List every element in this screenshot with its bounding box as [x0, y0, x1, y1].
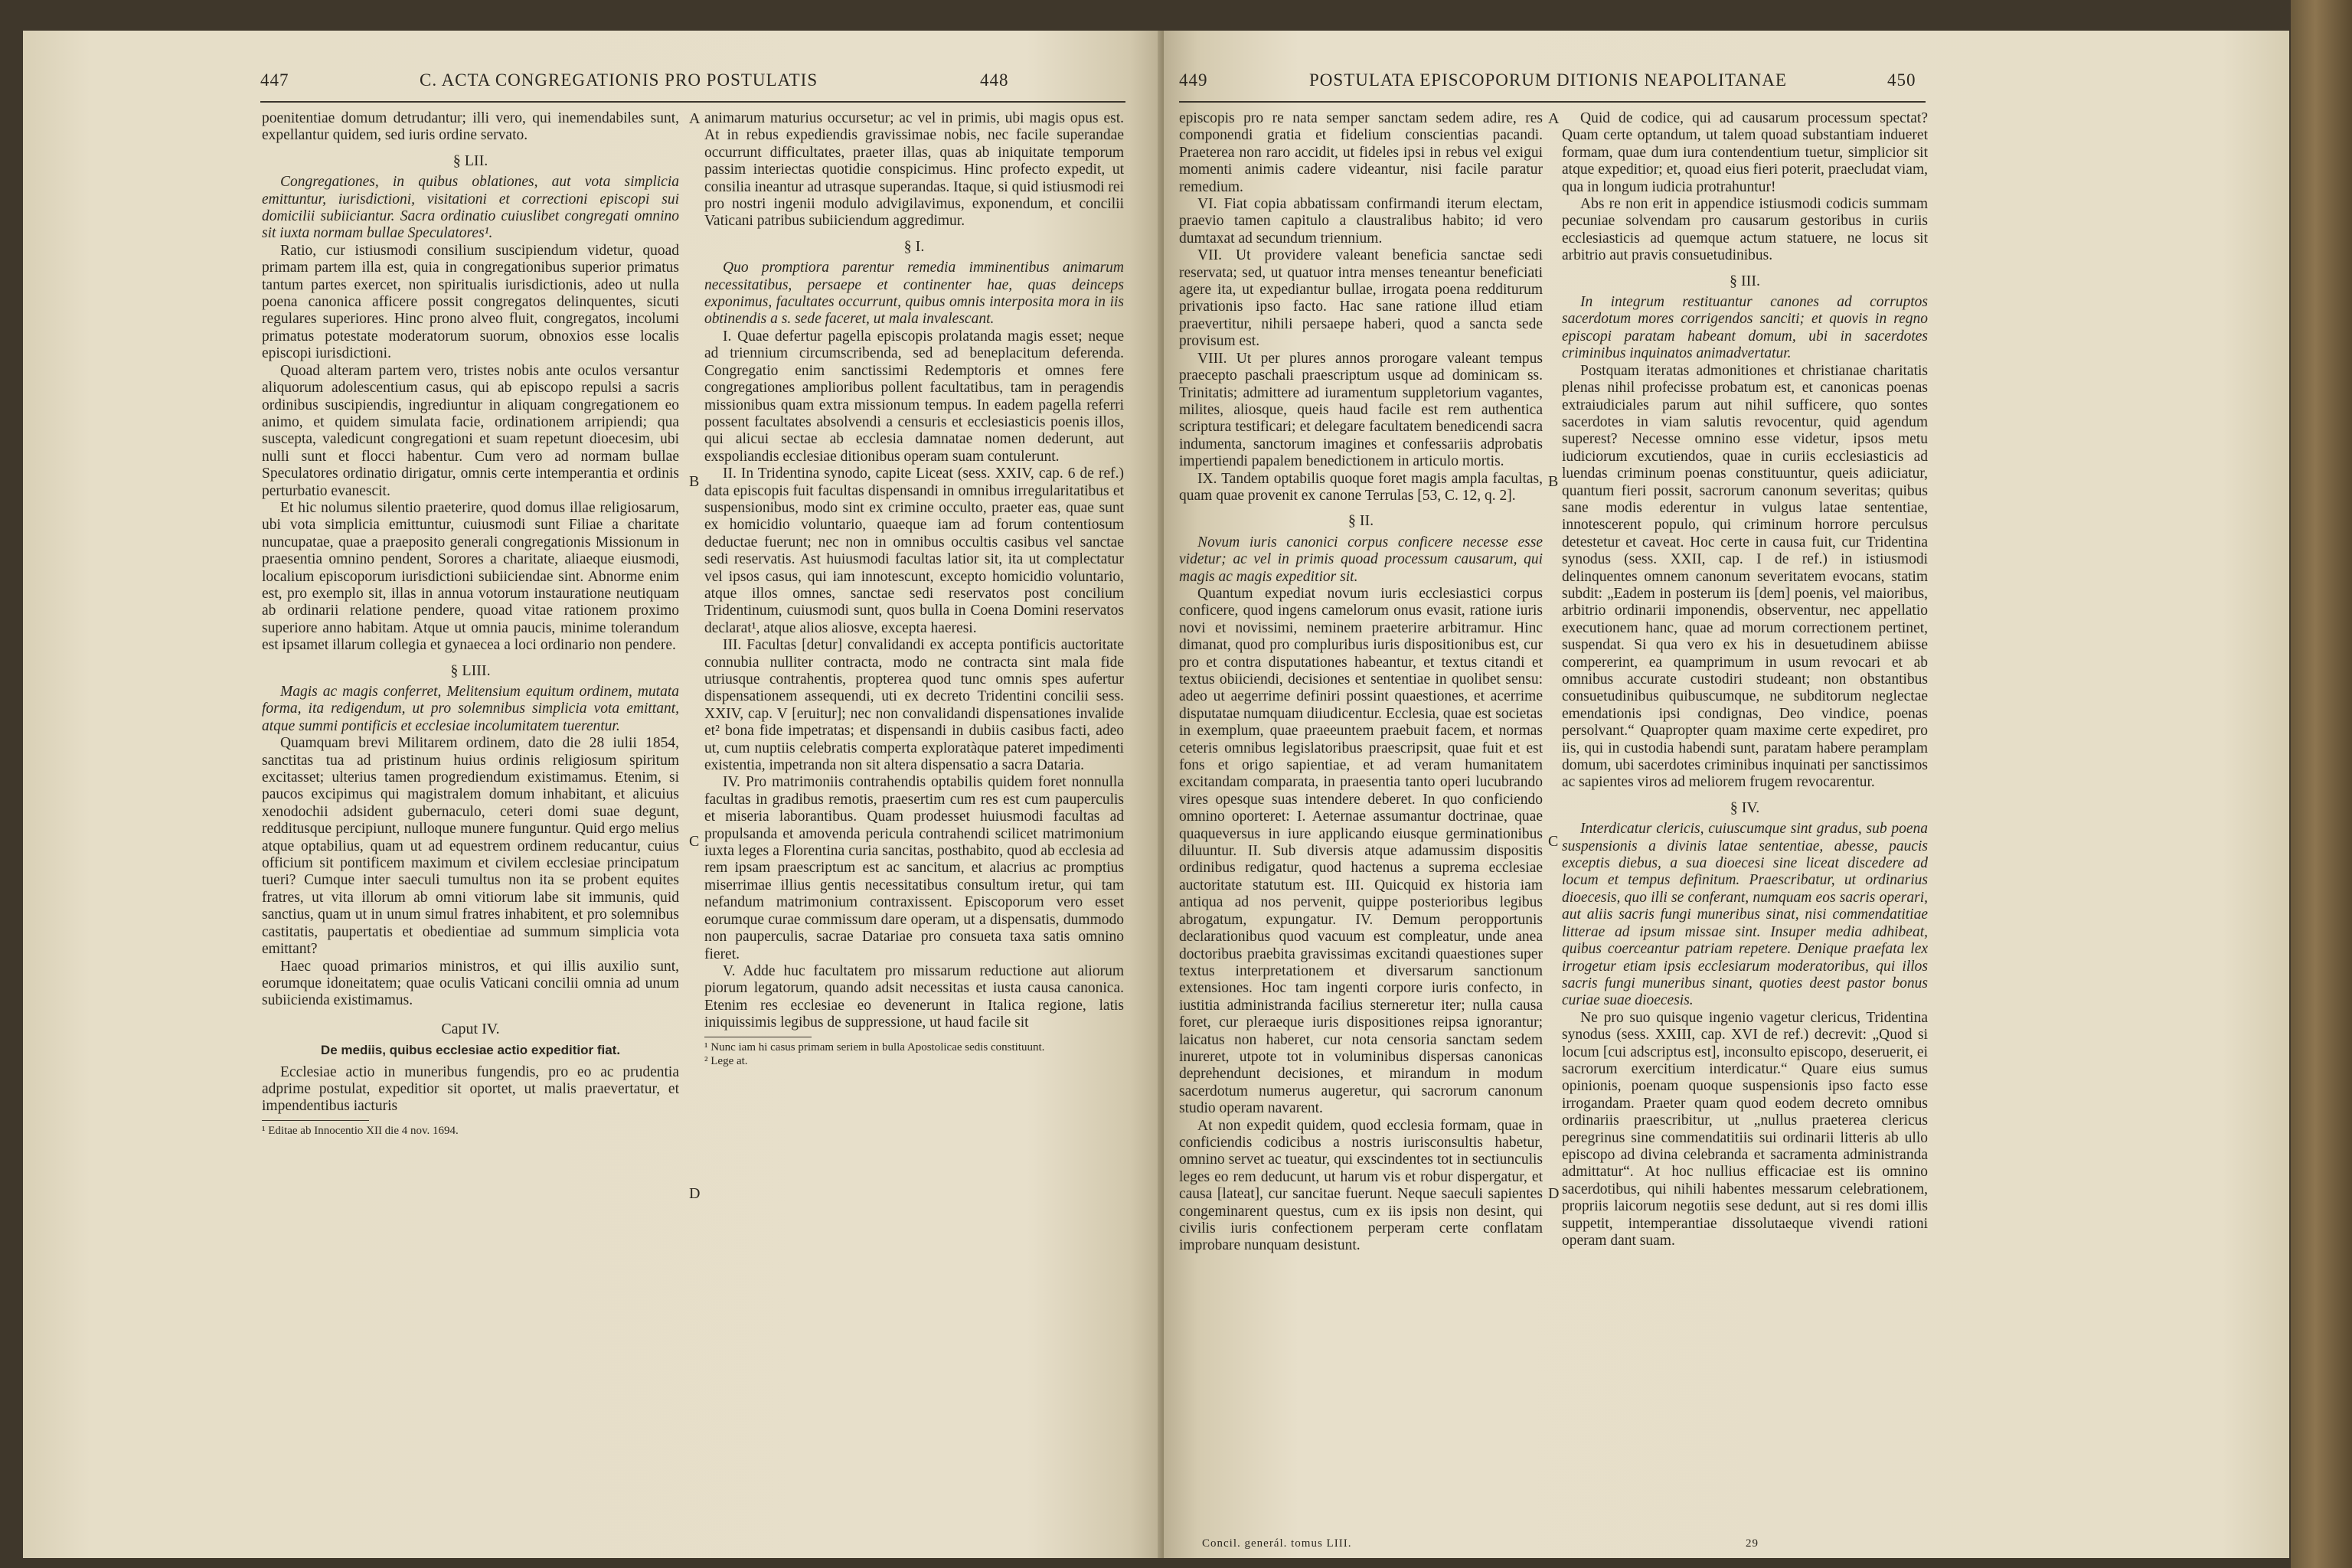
margin-mark-b: B: [1548, 473, 1559, 490]
margin-mark-b: B: [689, 473, 700, 490]
paragraph: Et hic nolumus silentio praeterire, quod domus illae religiosarum, ubi vota simplicia emittuntur, cuiusmodi sunt Filiae a charitate nuncupatae, quae a praeposito generali congregationis Missionum in praesentia omnino pendent, Sorores a charitate, aliaeque eiusmodi, localium episcoporum iurisdictioni subiiciendae sint. Abnorme enim est, pro exemplo sit, illas in annua votorum instauratione neutiquam ab ordinarii relatione pendere, quoad vitae rationem proximo superiore anno habitam. Atque ut omnia paucis, minime tolerandum est ipsamet illarum collegia et gynaecea a loci ordinario non pendere.: [262, 499, 679, 654]
page-number-449: 449: [1179, 70, 1208, 90]
paragraph: Ratio, cur istiusmodi consilium suscipiendum videtur, quoad primam partem illa est, quia in congregationibus superior primatus tantum partes exercet, non spiritualis iurisdictionis, adeo ut nulla poena canonica afficere possit congregatos delinquentes, sicuti regulares superiores. Hinc prono alveo fluit, congregatos, incolumi primatus potestate moderatorum suorum, obnoxios esse localis episcopi iurisdictioni.: [262, 242, 679, 362]
book-cover-edge: [2291, 0, 2352, 1568]
paragraph: Postquam iteratas admonitiones et christianae charitatis plenas nihil profecisse probatum est, et canonicas poenas extraiudiciales parum aut nihil sufficere, quo sontes sacerdotes in viam salutis revocentur, quid agendum superest? Necesse omnino esse videtur, ipsos metu iudiciorum excutiendos, quae in curiis ecclesiasticis ad luendas criminum poenas constituuntur, queis adiiciatur, quantum fieri possit, sacrorum canonum severitas; quibus sane modis ederentur in vulgus latae sententiae, innotescerent populo, qui criminum horrore perculsus detestetur et caveat. Hoc certe in causa fuit, cur Tridentina synodus (sess. XXII, cap. I de ref.) in istiusmodi delinquentes omnem canonum severitatem evocans, statim subdit: „Eadem in posterum iis [dem] poenis, vel maioribus, arbitrio ordinarii imponendis, observentur, nec appellatio executionem hanc, quae ad morum correctionem pertinet, suspendat. Si qua vero ex his in desuetudinem abiisse compererint, ea quamprimum in usum revocari et ab omnibus accurate custodiri studeant; non obstantibus consuetudinibus quibuscumque, ne subditorum neglectae emendationis ipsi condignas, Deo vindice, poenas persolvant.“ Quapropter quam maxime certe expediret, pro iis, qui in custodia habendi sunt, paratam habere peramplam domum, ubi sacerdotes criminibus inquinati per sanctissimos ac sapientes viros ad meliorem frugem revocarentur.: [1562, 362, 1928, 791]
margin-mark-c: C: [689, 833, 700, 850]
footnote: ¹ Editae ab Innocentio XII die 4 nov. 1694.: [262, 1124, 459, 1137]
section-summary: Quo promptiora parentur remedia imminentibus animarum necessitatibus, persaepe et continenter hae, quas deinceps exponimus, facultates occurrunt, quibus omnis interposita mora in iis obtinendis a s. sede faceret, ut mala invalescant.: [704, 260, 1124, 328]
paragraph: III. Facultas [detur] convalidandi ex accepta pontificis auctoritate connubia nulliter contracta, modo ne contracta sint mala fide utriusque contrahentis, propterea quod tunc omnis spes aufertur dispensationem assequendi, uti ex decreto Tridentini concilii sess. XXIV, cap. V [eruitur]; nec non convalidandi dispensationes invalide et² bona fide impetratas; et dispensandi in dubiis casibus facti, adeo ut, cum nuptiis celebratis comperta exploratàque pateret impedimenti existentia, impetranda non sit altera dispensatio a sacra Dataria.: [704, 637, 1124, 774]
header-rule: [260, 101, 1125, 103]
section-summary: In integrum restituantur canones ad corruptos sacerdotum mores corrigendos sanciti; et quovis in regno episcopi paratam habeant domum, ubi in sacerdotes criminibus inquinatos animadvertatur.: [1562, 294, 1928, 362]
paragraph: VI. Fiat copia abbatissam confirmandi iterum electam, praevio tamen capitulo a claustralibus habito; id vero dumtaxat ad secundum triennium.: [1179, 196, 1543, 247]
chapter-heading: Caput IV.: [441, 1020, 500, 1037]
paragraph: Quid de codice, qui ad causarum processum spectat? Quam certe optandum, ut talem quoad substantiam indueret formam, quae dum iura contendentium tuetur, simplicior sit atque expeditior; et, quoad eius fieri poterit, praecludat viam, qua in longum iudicia protrahuntur!: [1562, 110, 1928, 195]
folio-number: 29: [1746, 1537, 1759, 1550]
section-summary: Congregationes, in quibus oblationes, aut vota simplicia emittuntur, iurisdictioni, visitationi et correctioni episcopi sui domicilii subiiciantur. Sacra ordinatio cuiuslibet congregati omnino sit iuxta normam bullae Speculatores¹.: [262, 174, 679, 242]
page-number-447: 447: [260, 70, 289, 90]
margin-mark-a: A: [1548, 110, 1560, 127]
paragraph: Quoad alteram partem vero, tristes nobis ante oculos versantur aliquorum adolescentium casus, qui ab episcopo repulsi a sacris ordinibus suscipiendis, ingrediuntur in aliquam congregationem eo animo, et quidem simulata facie, ordinationem arripiendi; qua suscepta, valedicunt congregationi et suam repetunt dioecesim, ubi nulli sunt et flocci habentur. Cum vero ad normam bullae Speculatores ordinatio dirigatur, omnis certe intemperantia et ordinis perturbatio evanescit.: [262, 362, 679, 499]
paragraph: IV. Pro matrimoniis contrahendis optabilis quidem foret nonnulla facultas in gradibus remotis, praesertim cum res est cum pauperculis et miseria laborantibus. Quam prodesset huiusmodi facultas ad propulsanda et amovenda pericula contrahendi scilicet matrimonium iuxta leges a Florentina curia sancitas, posthabito, quod ab ecclesia ad rem ipsam praescriptum est ac sancitum, et alacrius ac promptius miserrimae illius gentis necessitatibus consultum iretur, qui tam nefandum matrimonium contraxissent. Episcoporum vero esset eorumque curae commissum dare operam, ut a dispensatis, dummodo non pauperculis, sacrae Datariae pro consueta taxa satis omnino fieret.: [704, 774, 1124, 962]
right-page-column-2: [1562, 110, 1928, 1250]
paragraph: Abs re non erit in appendice istiusmodi codicis summam pecuniae solvendam pro causarum gestoribus in curiis ecclesiasticis ad quemque actum statuere, ne locus sit arbitrio aut pravis consuetudinibus.: [1562, 196, 1928, 264]
left-page: [23, 31, 1164, 1558]
paragraph: VII. Ut providere valeant beneficia sanctae sedi reservata; sed, ut quatuor intra menses teneantur beneficiati agere ita, ut expediantur bullae, irrogata poena redditurum privationis ipso facto. Hac sane ratione illud etiam praevertitur, nihili persaepe haberi, quod a sancta sede provisum est.: [1179, 247, 1543, 350]
page-number-450: 450: [1887, 70, 1916, 90]
header-rule: [1179, 101, 1926, 103]
right-page-column-1: [1179, 110, 1543, 1255]
page-number-448: 448: [980, 70, 1009, 90]
section-heading: § IV.: [1730, 799, 1760, 816]
paragraph: Ne pro suo quisque ingenio vagetur clericus, Tridentina synodus (sess. XXIII, cap. XVI de ref.) decrevit: „Quod si locum [cui adscriptus est], inconsulto episcopo, deseruerit, ei sacrorum exercitium interdicatur.“ Quare eius sumus opinionis, poenam quoque suspensionis ipso facto esse irrogandam. Praeter quam quod eodem decreto omnibus ordinariis praescribitur, ut „nullus praeterea clericus peregrinus sine commendatitiis sui ordinarii litteris ab ullo episcopo ad divina celebranda et sacramenta administranda admittatur“. At hoc nullius efficaciae est iis omnino sacerdotibus, qui nihili habentes messarum celebrationem, propriis laicorum negotiis sese dedunt, aut si res domi illis suppetit, intemperantiae dissolutaeque vivendi rationi operam dant suam.: [1562, 1009, 1928, 1249]
section-heading: § III.: [1730, 272, 1760, 289]
paragraph: I. Quae defertur pagella episcopis prolatanda magis esset; neque ad triennium circumscribenda, sed ad beneplacitum deferenda. Congregatio enim sanctissimi Redemptoris et omnes fere congregationes amplioribus pollent facultatibus, tam in peragendis missionibus quam extra missionum tempus. In eadem pagella referri possent facultates absolvendi a censuris et ecclesiasticis poenis illos, qui alicui sectae ab ecclesia damnatae nomen dederunt, aut exspoliandis ecclesiae ditionibus operam suam contulerunt.: [704, 328, 1124, 465]
chapter-subtitle: De mediis, quibus ecclesiae actio expeditior fiat.: [320, 1043, 621, 1058]
paragraph: poenitentiae domum detrudantur; illi vero, qui inemendabiles sunt, expellantur quidem, sed iuris ordine servato.: [262, 110, 679, 144]
section-summary: Magis ac magis conferret, Melitensium equitum ordinem, mutata forma, ita redigendum, ut pro solemnibus simplicia vota emittant, atque summi pontificis et ecclesiae incolumitatem tuerentur.: [262, 684, 679, 734]
paragraph: II. In Tridentina synodo, capite Liceat (sess. XXIV, cap. 6 de ref.) data episcopis fuit facultas dispensandi in omnibus irregularitatibus et suspensionibus, modo sint ex crimine occulto, praeter eas, quae sunt ex homicidio voluntario, quaeque iam ad forum contentiosum deductae fuerunt; nec non in omnibus occultis casibus vel sanctae sedi reservatis. Ast huiusmodi facultas latior sit, ita ut complectatur vel ipsos casus, qui iam innotescunt, excepto homicidio voluntario, atque illos omnes, sanctae sedi reservatos post concilium Tridentinum, cuiusmodi sunt, quos bulla in Coena Domini reservatos declarat¹, atque alios aliosve, excepta haeresi.: [704, 466, 1124, 636]
paragraph: At non expedit quidem, quod ecclesia formam, quae in conficiendis codicibus a nostris iurisconsultis habetur, omnino servet ac tueatur, qui exscindentes tot in sectiunculis leges eo rem deducunt, ut harum vis et robur dispergatur, et causa [lateat], cur sancitae fuerunt. Neque saeculi sapientes congeminarent questus, cum ex iis ipsis non desint, qui civilis iuris confectionem perperam certe conflatam improbare nunquam desistunt.: [1179, 1117, 1543, 1254]
running-header-right: POSTULATA EPISCOPORUM DITIONIS NEAPOLITANAE: [1309, 70, 1787, 90]
section-heading: § LII.: [452, 152, 488, 169]
left-page-column-1: [262, 110, 679, 1138]
paragraph: episcopis pro re nata semper sanctam sedem adire, res componendi gratia et fidelium conscientias pacandi. Praeterea non raro accidit, ut fideles ipsi in rebus vel exigui momenti animis cadere videantur, nisi facile paratur remedium.: [1179, 110, 1543, 195]
paragraph: IX. Tandem optabilis quoque foret magis ampla facultas, quam quae provenit ex canone Terrulas [53, C. 12, q. 2].: [1179, 470, 1543, 504]
paragraph: V. Adde huc facultatem pro missarum reductione aut aliorum piorum legatorum, quando adsit necessitas et iusta causa canonica. Etenim res ecclesiae eo devenerunt in Italica regione, latis iniquissimis legibus de suppressione, ut haud facile sit: [704, 962, 1124, 1031]
paragraph: Quamquam brevi Militarem ordinem, dato die 28 iulii 1854, sanctitas tua ad pristinum huius ordinis religiosum spiritum excitasset; ulterius tamen progrediendum existimamus. Etenim, si paucos excipimus qui magistralem domum inhabitant, et alicuius xenodochii adsident gubernaculo, ceteri domi suae degunt, redditusque percipiunt, nulloque munere funguntur. Quid ergo melius atque optabilius, quam ut ad equestrem ordinem reducantur, cuius officium sit pontificem maximum et civilem ecclesiae principatum tueri? Cumque inter saeculi tumultus non ita se probent equites fratres, ut vita illorum ab omni vitiorum labe sit immunis, quid sanctius, quam ut in unum simul fratres inhabitent, et pro solemnibus castitatis, paupertatis et obedientiae ad summum simplicia vota emittant?: [262, 735, 679, 958]
running-header-left: C. ACTA CONGREGATIONIS PRO POSTULATIS: [420, 70, 818, 90]
footnote: ² Lege at.: [704, 1054, 748, 1067]
section-summary: Novum iuris canonici corpus conficere necesse esse videtur; ac vel in primis quoad processum causarum, qui magis ac magis expeditior sit.: [1179, 534, 1543, 585]
paragraph: Haec quoad primarios ministros, et qui illis auxilio sunt, eorumque idoneitatem; quae oculis Vaticani concilii omnia ad unum subiicienda existimamus.: [262, 958, 679, 1009]
section-heading: § I.: [903, 237, 925, 255]
right-page: [1164, 31, 2289, 1558]
section-heading: § II.: [1348, 512, 1374, 530]
left-page-column-2: [704, 110, 1124, 1068]
signature-line: Concil. generál. tomus LIII.: [1202, 1537, 1352, 1550]
section-heading: § LIII.: [450, 662, 491, 679]
margin-mark-d: D: [689, 1185, 701, 1202]
margin-mark-c: C: [1548, 833, 1559, 850]
footnote-rule: [262, 1120, 369, 1121]
margin-mark-a: A: [689, 110, 701, 127]
section-summary: Interdicatur clericis, cuiuscumque sint gradus, sub poena suspensionis a divinis latae sententiae, abesse, paucis exceptis diebus, a sua dioecesi sine liceat discedere ad locum et tempus definitum. Praescribatur, ut ordinarius dioecesis, quo illi se conferant, numquam eos sacris operari, aut aliis sacris fungi muneribus sinat, nisi commendatitiae litterae ad ipsum missae sint. Insuper media adhibeat, quibus coerceantur patriam repetere. Denique praefata lex irrogetur etiam ipsis ecclesiarum moderatoribus, qui illos sacris fungi muneribus sinant, quoties deest pastor bonus curiae suae dioecesis.: [1562, 821, 1928, 1009]
footnote: ¹ Nunc iam hi casus primam seriem in bulla Apostolicae sedis constituunt.: [704, 1040, 1045, 1054]
paragraph: animarum maturius occursetur; ac vel in primis, ubi magis opus est. At in rebus expediendis gravissimae nobis, nec facile superandae occurrunt difficultates, praeter illas, quas ab iniquitate temporum passim interiectas quotidie conspicimus. Hinc profecto expedit, ut consilia ineantur ad utrasque superandas. Itaque, si quid istiusmodi rei pro nostri ingenii modulo advigilavimus, exponendum, et concilii Vaticani patribus subiiciendum aggredimur.: [704, 110, 1124, 230]
paragraph: VIII. Ut per plures annos prorogare valeant tempus praecepto paschali praescriptum usque ad dominicam ss. Trinitatis; admittere ad iuramentum suppletorium vagantes, milites, aliosque, queis haud facile est rem authentica scriptura testificari; et delegare facultatem benedicendi sacra indumenta, sanctorum imagines et confessariis adprobatis impertiendi papalem benedictionem in articulo mortis.: [1179, 350, 1543, 470]
paragraph: Quantum expediat novum iuris ecclesiastici corpus conficere, quod ingens camelorum onus evasit, ratione iuris novi et novissimi, neminem praeterire arbitramur. Hinc dimanat, quod pro compluribus iuris dispositionibus est, cur pro et contra disputationes habeantur, et textus citandi et textus obiiciendi, decisiones et sententiae in quolibet sensu: adeo ut aegerrime definiri possint quaestiones, et acerrime disputatae numquam diiudicentur. Ecclesia, quae est societas in exemplum, quae praeeuntem praebuit facem, et normas ceteris omnibus legislatoribus praescripsit, quae fuit et est fons et origo sapientiae, et ad veram humanitatem excitandam comparata, in praesentia tanto operi lucubrando vires opesque suas intendere deberet. In quo conficiendo omnino oporteret: I. Aeternae assumantur doctrinae, quae quaqueversus in iure applicando eiusque germinationibus diluuntur. II. Sub diversis atque adamussim dispositis ordinibus redigatur, quod hactenus a suprema ecclesiae auctoritate statutum est. III. Quicquid ex historia iam antiqua ad nos pervenit, quippe posterioribus legibus abrogatum, expungatur. IV. Demum peropportunis declarationibus quod vacuum est compleatur, unde anea doctoribus praebita gravissimas excitandi quaestiones super textus interpretationem et diversarum sanctionum extensiones. Hoc tam ingenti corpore iuris confecto, in iustitia administranda facilius sterneretur iter; nulla causa foret, cur pleraeque iuris dispositiones reipsa ignorantur; laicatus non haberet, cur nota censoria sanctam sedem inureret, utpote tot in voluminibus dispersas canonicas deprehendunt decisiones, et mirandum in modum sacerdotum numerus augeretur, qui sacrorum canonum studio operam navarent.: [1179, 585, 1543, 1117]
margin-mark-d: D: [1548, 1185, 1560, 1202]
paragraph: Ecclesiae actio in muneribus fungendis, pro eo ac prudentia adprime postulat, expeditior sit oportet, ut malis praevertatur, et impendentibus iacturis: [262, 1063, 679, 1115]
